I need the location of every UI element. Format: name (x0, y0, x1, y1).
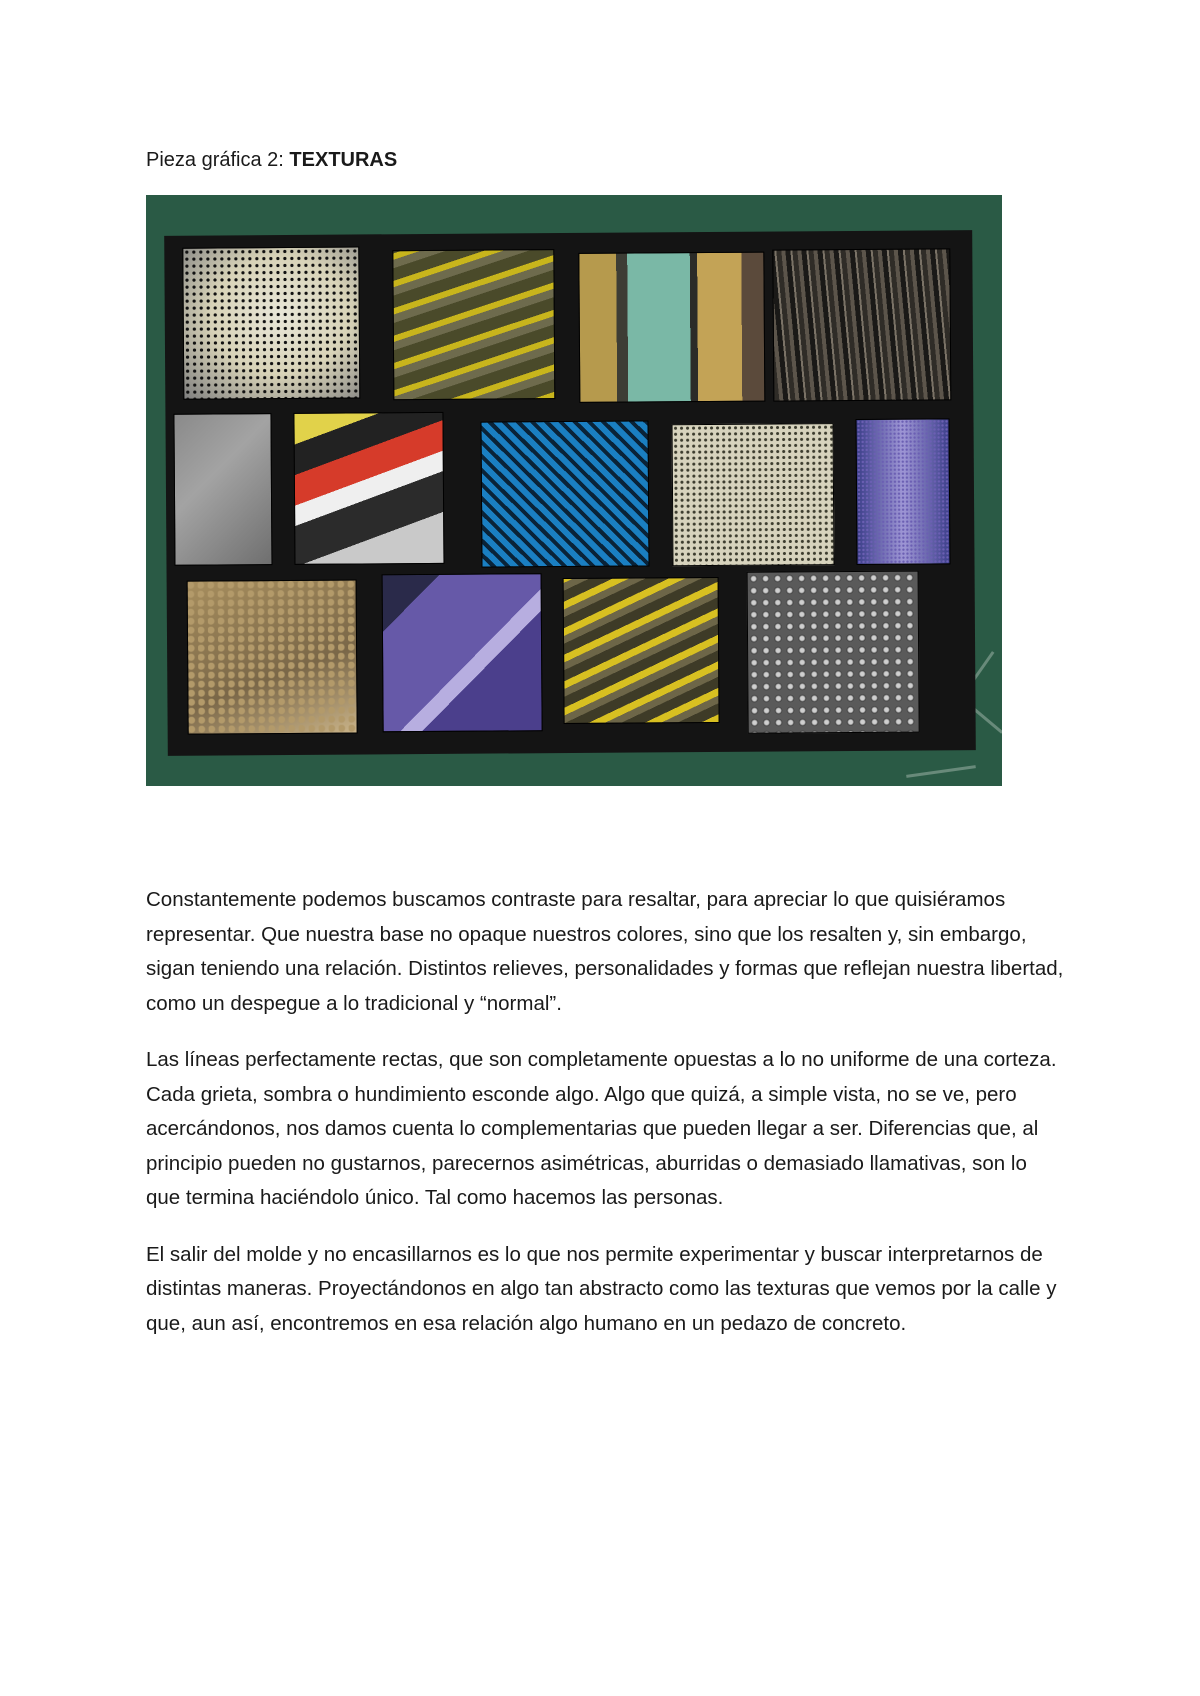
wood-crackle-tile (578, 252, 765, 403)
studded-metal-tile (747, 571, 920, 734)
yellow-bark-tile-1 (392, 249, 555, 400)
blue-mesh-tile (480, 420, 649, 567)
gravel-tile (187, 579, 358, 734)
paragraph-2: Las líneas perfectamente rectas, que son completamente opuestas a lo no uniforme de una corteza. Cada grieta, sombra o hundimiento esconde algo. Algo que quizá, a simple vista, no se ve, pero acercándonos, nos damos cuenta lo complementarias que pueden llegar a ser. Diferencias que, al principio pueden no gustarnos, parecernos asimétricas, aburridas o demasiado llamativas, son lo que termina haciéndolo único. Tal como hacemos las personas. (146, 1048, 1057, 1209)
paragraph-1: Constantemente podemos buscamos contraste para resaltar, para apreciar lo que quisiéramos representar. Que nuestra base no opaque nuestros colores, sino que los resalten y, sin embargo, sigan teniendo una relación. Distintos relieves, personalidades y formas que reflejan nuestra libertad, como un despegue a lo tradicional y “normal”. (146, 888, 1064, 1015)
cracked-concrete-tile (173, 413, 272, 566)
page-heading (146, 147, 397, 173)
purple-fabric-tile (382, 573, 543, 732)
graffiti-sneaker-tile (293, 412, 444, 565)
tree-bark-tile (772, 248, 951, 401)
yellow-bark-tile-2 (563, 577, 720, 724)
heading-prefix: Pieza gráfica 2: (146, 149, 290, 171)
paragraph-3: El salir del molde y no encasillarnos es lo que nos permite experimentar y buscar interpretarnos de distintas maneras. Proyectándonos en algo tan abstracto como las texturas que vemos por la calle y que, aun así, encontremos en esa relación algo humano en un pedazo de concreto. (146, 1242, 1057, 1335)
body-text (146, 883, 1066, 1363)
halftone-face-tile (182, 246, 360, 399)
texture-collage-photo (146, 195, 1002, 786)
purple-pattern-tile (855, 418, 950, 565)
heading-bold: TEXTURAS (289, 149, 398, 171)
dotted-panel-tile (672, 423, 835, 566)
collage-board (164, 230, 976, 756)
